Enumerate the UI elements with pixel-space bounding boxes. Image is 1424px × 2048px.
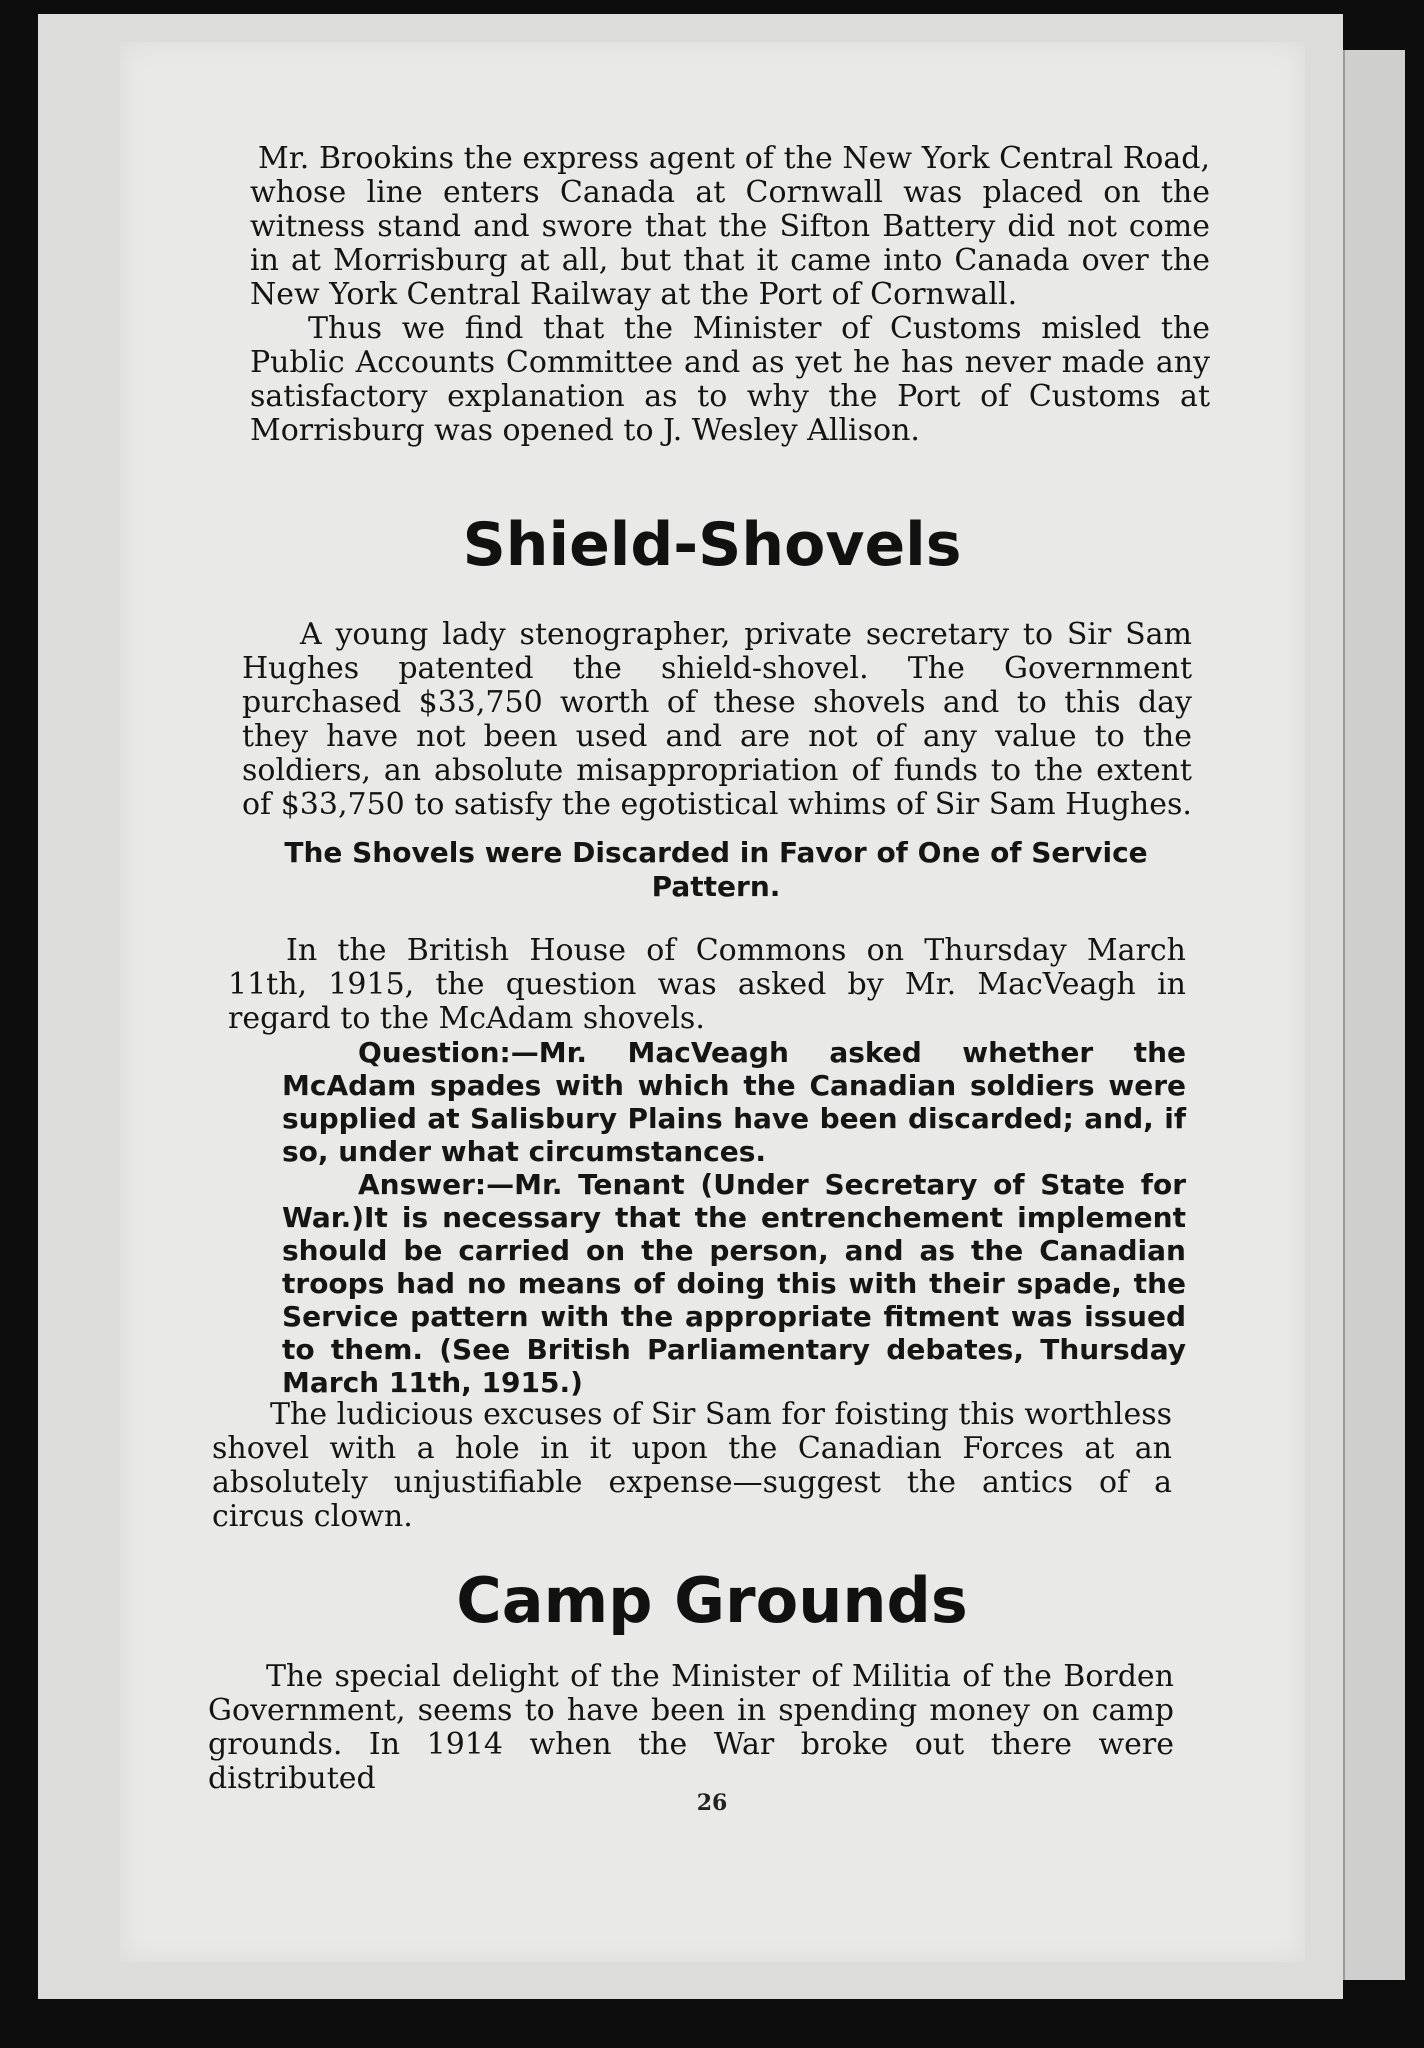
shield-shovels-paragraph: A young lady stenographer, private secretary to Sir Sam Hughes patented the shield-shovel. The Government purchased $33,750 worth of these shovels and to this day they have not been used and are not of any value to the soldiers, an absolute misappropriation of funds to the extent of $33,750 to satisfy the egotistical whims of Sir Sam Hughes. xyxy=(242,617,1192,822)
shield-shovels-text xyxy=(242,618,1192,822)
section-title-shield-shovels: Shield-Shovels xyxy=(462,510,962,580)
question-paragraph: Question:—Mr. MacVeagh asked whether the McAdam spades with which the Canadian soldiers were supplied at Salisbury Plains have been discarded; and, if so, under what circumstances. xyxy=(282,1036,1186,1168)
answer-paragraph: Answer:—Mr. Tenant (Under Secretary of State for War.)It is necessary that the entrenchement implement should be carried on the person, and as the Canadian troops had no means of doing this with their spade, the Service pattern with the appropriate fitment was issued to them. (See British Parliamentary debates, Thursday March 11th, 1915.) xyxy=(282,1168,1186,1399)
adjacent-page-edge xyxy=(1343,50,1405,1980)
shovels-discarded-subheading: The Shovels were Discarded in Favor of One of Service Pattern. xyxy=(284,836,1148,903)
page-number: 26 xyxy=(696,1790,728,1816)
commons-text xyxy=(228,934,1186,1036)
camp-grounds-text xyxy=(208,1660,1174,1796)
closing-text xyxy=(212,1398,1172,1534)
closing-paragraph: The ludicious excuses of Sir Sam for foisting this worthless shovel with a hole in it upon the Canadian Forces at an absolutely unjustifiable expense—suggest the antics of a circus clown. xyxy=(212,1397,1172,1534)
commons-paragraph: In the British House of Commons on Thursday March 11th, 1915, the question was asked by Mr. MacVeagh in regard to the McAdam shovels. xyxy=(228,933,1186,1036)
camp-grounds-paragraph: The special delight of the Minister of Militia of the Borden Government, seems to have been in spending money on camp grounds. In 1914 when the War broke out there were distributed xyxy=(208,1659,1174,1796)
parliamentary-exchange xyxy=(282,1036,1186,1399)
intro-paragraph-1: Mr. Brookins the express agent of the New York Central Road, whose line enters Canada at Cornwall was placed on the witness stand and swore that the Sifton Battery did not come in at Morrisburg at all, but that it came into Canada over the New York Central Railway at the Port of Cornwall. xyxy=(250,141,1210,312)
section-title-camp-grounds: Camp Grounds xyxy=(456,1564,968,1637)
intro-text xyxy=(250,142,1210,448)
intro-paragraph-2: Thus we find that the Minister of Customs misled the Public Accounts Committee and as yet he has never made any satisfactory explanation as to why the Port of Customs at Morrisburg was opened to J. Wesley Allison. xyxy=(250,311,1210,448)
